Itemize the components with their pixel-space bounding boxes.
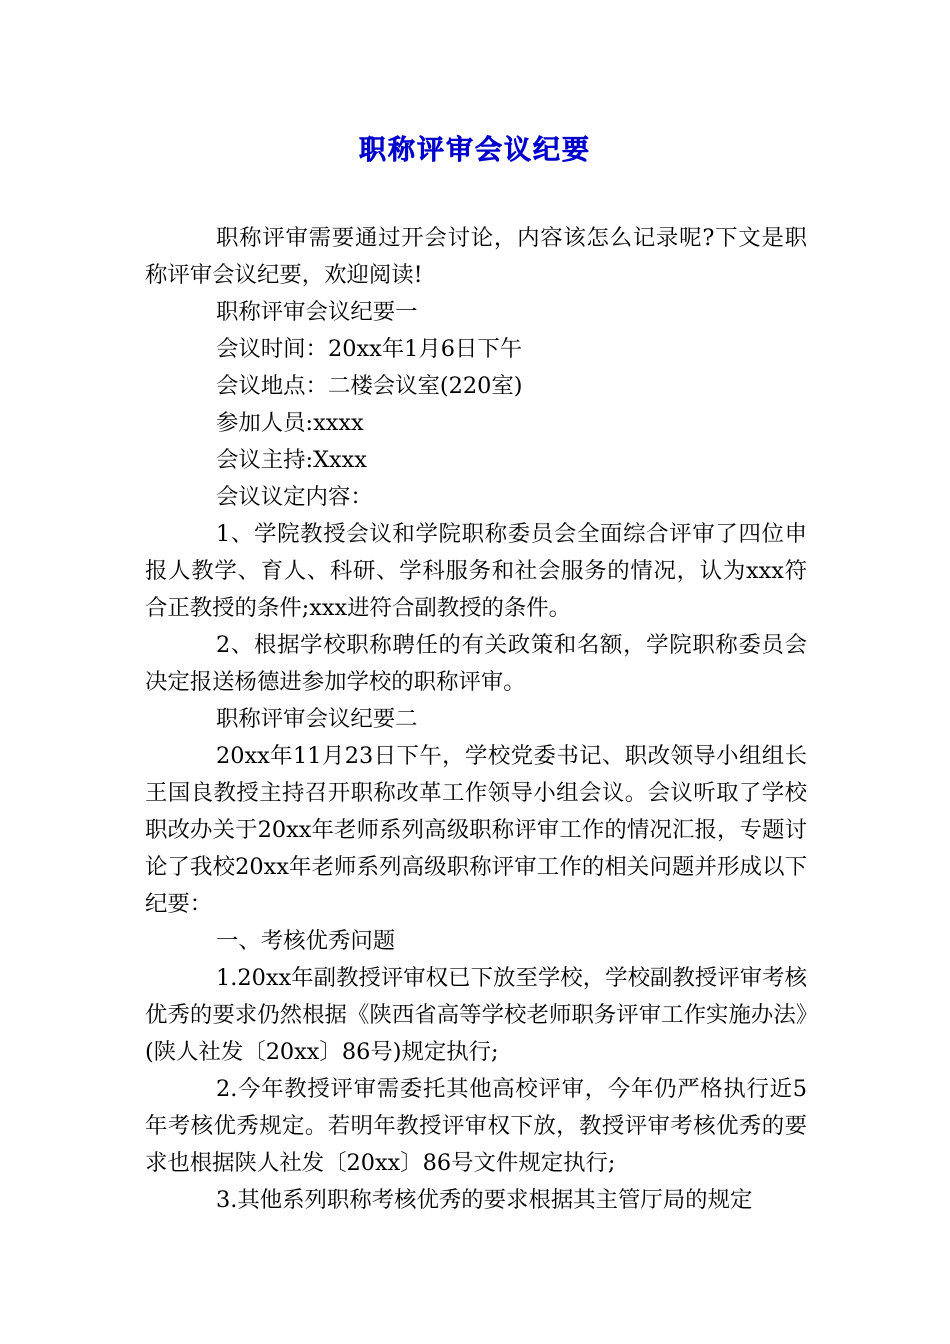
document-title: 职称评审会议纪要 xyxy=(359,135,591,166)
paragraph-decisions-label: 会议议定内容： xyxy=(216,484,373,510)
paragraph-meeting-place: 会议地点：二楼会议室(220室) xyxy=(216,373,523,399)
paragraph-decision-2: 2、根据学校职称聘任的有关政策和名额，学院职称委员会决定报送杨德进参加学校的职称评审。 xyxy=(145,632,807,695)
paragraph-intro: 职称评审需要通过开会讨论，内容该怎么记录呢?下文是职称评审会议纪要，欢迎阅读! xyxy=(145,225,807,288)
paragraph-heading-one: 职称评审会议纪要一 xyxy=(216,299,418,325)
paragraph-decision-1: 1、学院教授会议和学院职称委员会全面综合评审了四位申报人教学、育人、科研、学科服务和社会服务的情况，认为xxx符合正教授的条件;xxx进符合副教授的条件。 xyxy=(145,521,807,621)
paragraph-meeting-summary: 20xx年11月23日下午，学校党委书记、职改领导小组组长王国良教授主持召开职称改革工作领导小组会议。会议听取了学校职改办关于20xx年老师系列高级职称评审工作的情况汇报，专题讨论了我校20xx年老师系列高级职称评审工作的相关问题并形成以下纪要： xyxy=(145,743,807,917)
paragraph-heading-two: 职称评审会议纪要二 xyxy=(216,706,418,732)
paragraph-item-2: 2.今年教授评审需委托其他高校评审，今年仍严格执行近5年考核优秀规定。若明年教授评审权下放，教授评审考核优秀的要求也根据陕人社发〔20xx〕86号文件规定执行; xyxy=(145,1076,807,1176)
document-body xyxy=(145,220,807,1219)
paragraph-meeting-time: 会议时间：20xx年1月6日下午 xyxy=(216,336,523,362)
paragraph-attendees: 参加人员:xxxx xyxy=(216,410,364,436)
paragraph-host: 会议主持:Xxxx xyxy=(216,447,367,473)
paragraph-item-1: 1.20xx年副教授评审权已下放至学校，学校副教授评审考核优秀的要求仍然根据《陕西省高等学校老师职务评审工作实施办法》(陕人社发〔20xx〕86号)规定执行; xyxy=(145,965,807,1065)
paragraph-item-3: 3.其他系列职称考核优秀的要求根据其主管厅局的规定 xyxy=(216,1187,753,1213)
paragraph-section-heading: 一、考核优秀问题 xyxy=(216,928,396,954)
